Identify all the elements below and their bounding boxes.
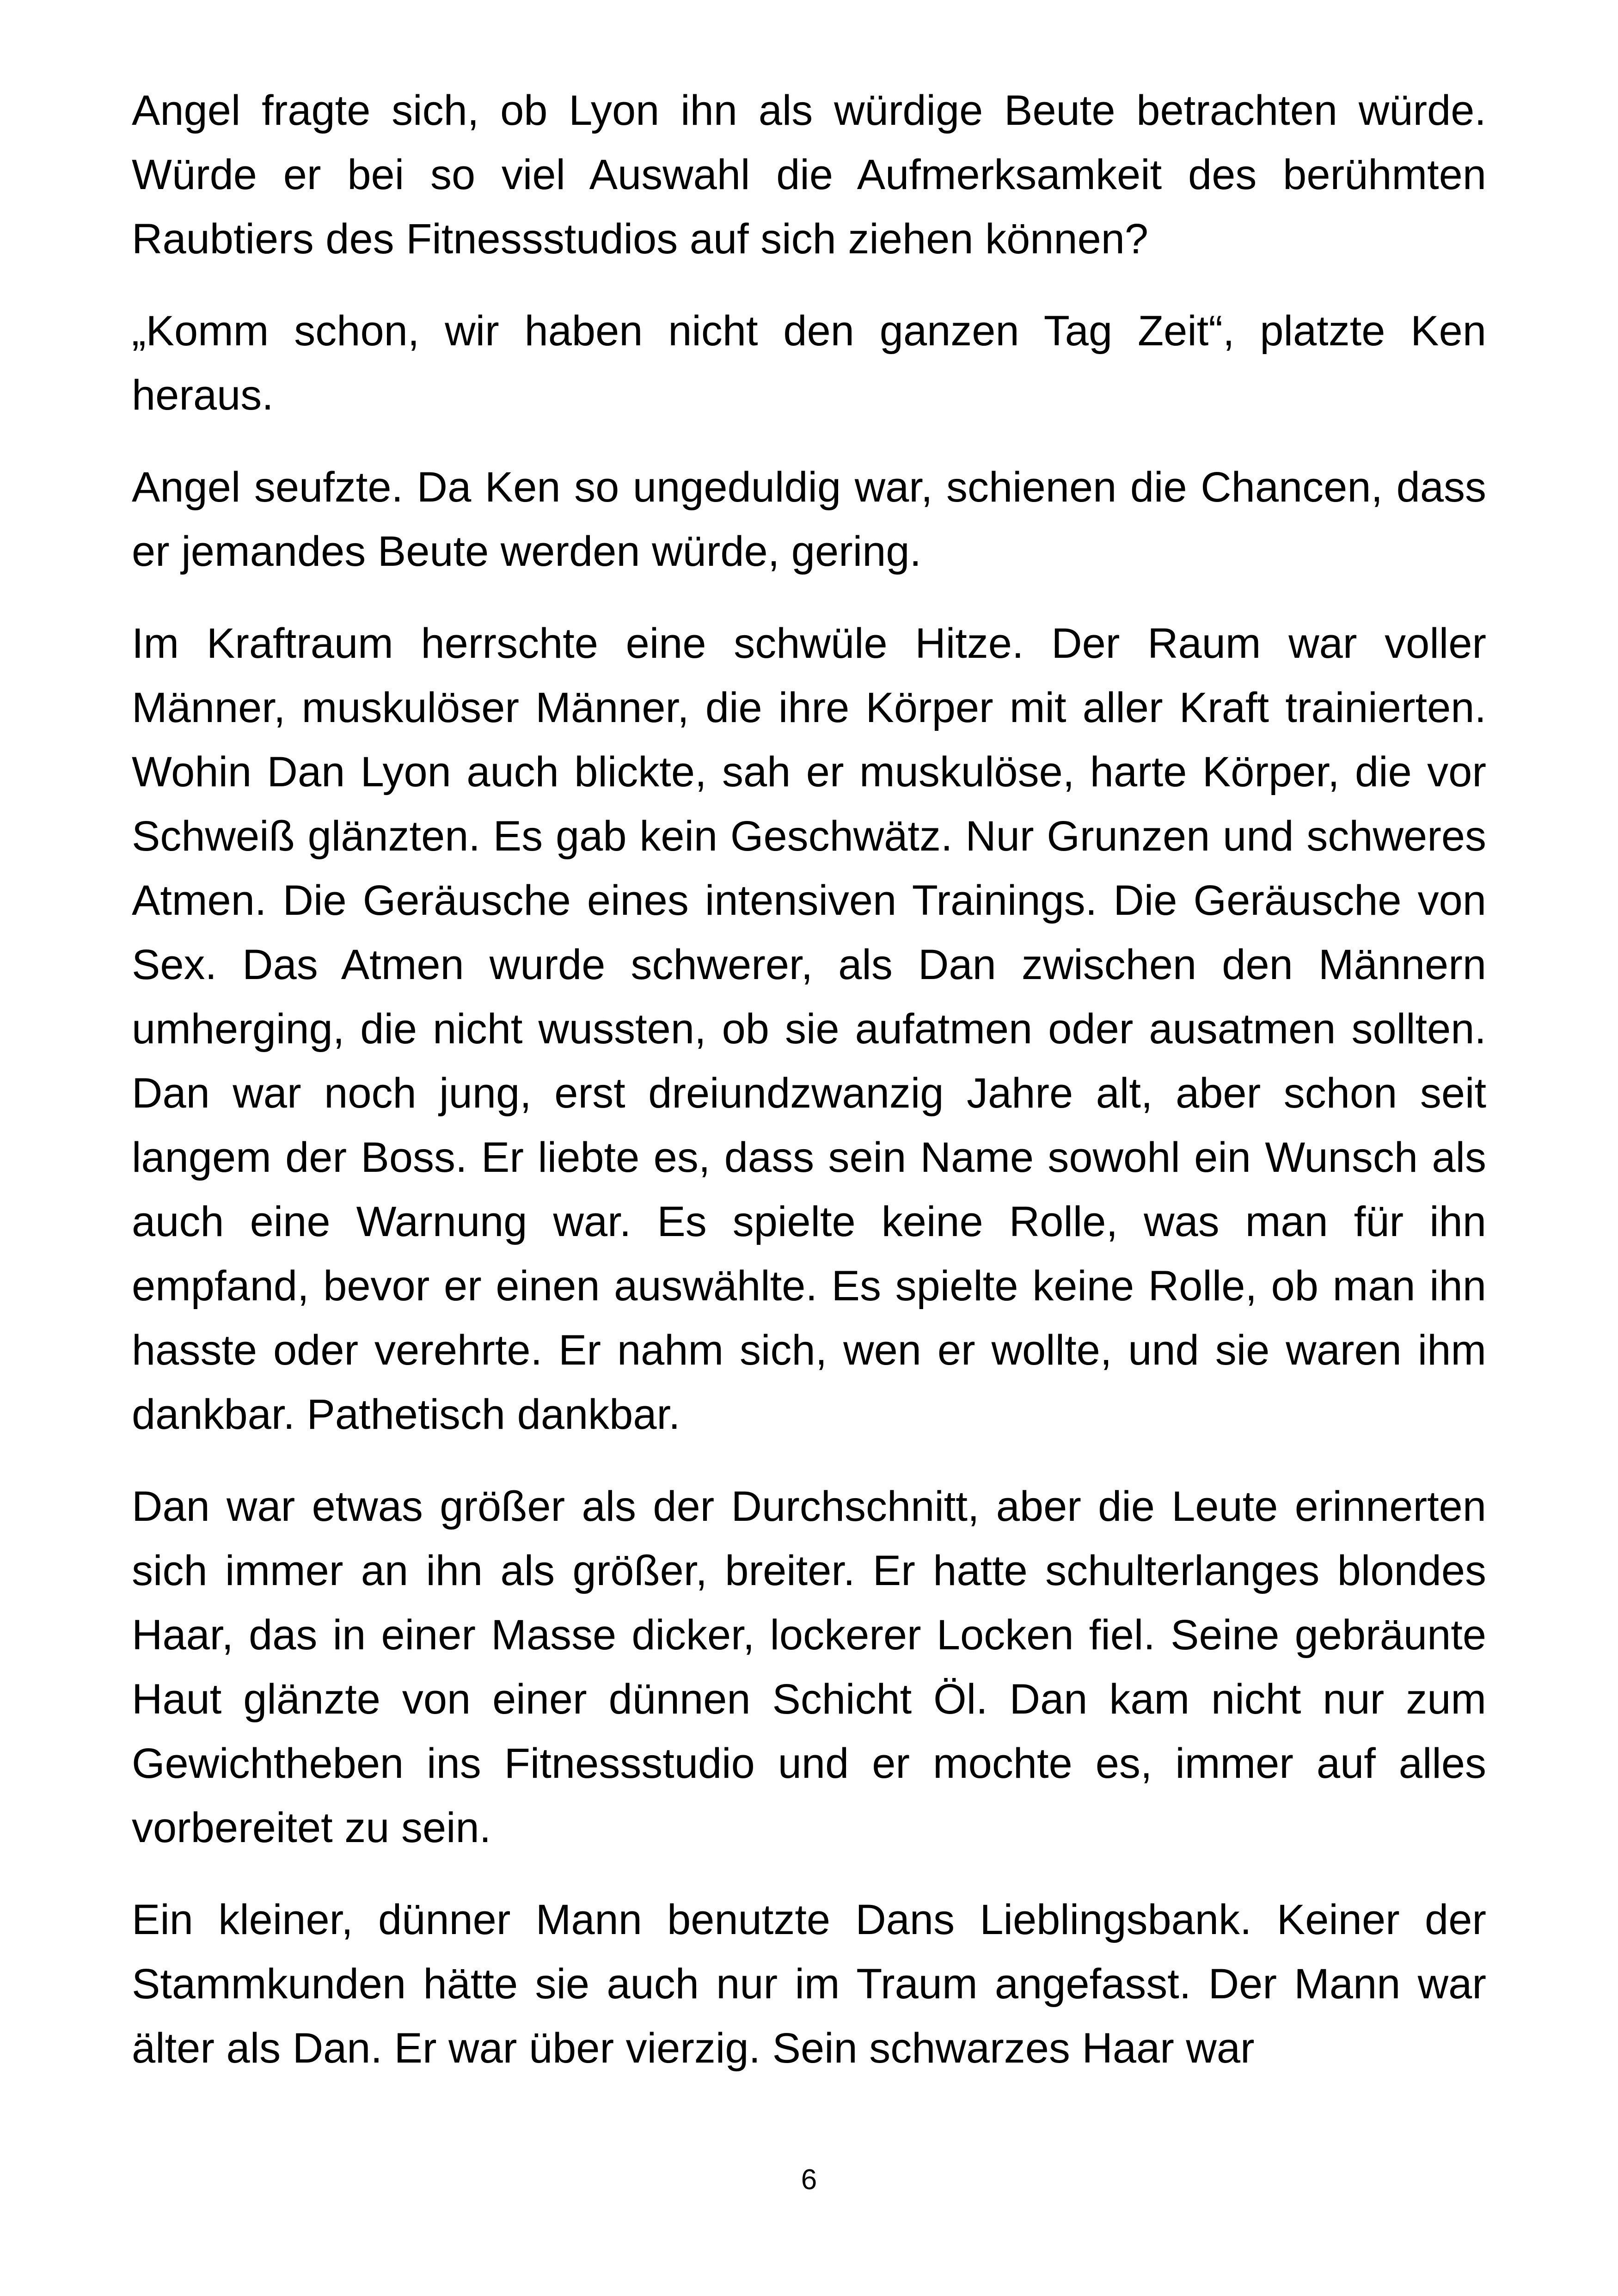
paragraph-2: „Komm schon, wir haben nicht den ganzen Tag Zeit“, platzte Ken heraus. bbox=[132, 307, 1486, 419]
paragraph-1: Angel fragte sich, ob Lyon ihn als würdige Beute betrachten würde. Würde er bei so viel Auswahl die Aufmerksamkeit des berühmten Raubtiers des Fitnessstudios auf sich ziehen können? bbox=[132, 87, 1486, 263]
body-text bbox=[132, 79, 1486, 2108]
paragraph-6: Ein kleiner, dünner Mann benutzte Dans Lieblingsbank. Keiner der Stammkunden hätte sie auch nur im Traum angefasst. Der Mann war älter als Dan. Er war über vierzig. Sein schwarzes Haar war bbox=[132, 1896, 1486, 2072]
paragraph-5: Dan war etwas größer als der Durchschnitt, aber die Leute erinnerten sich immer an ihn als größer, breiter. Er hatte schulterlanges blondes Haar, das in einer Masse dicker, lockerer Locken fiel. Seine gebräunte Haut glänzte von einer dünnen Schicht Öl. Dan kam nicht nur zum Gewichtheben ins Fitnessstudio und er mochte es, immer auf alles vorbereitet zu sein. bbox=[132, 1483, 1486, 1851]
page-number: 6 bbox=[801, 2164, 817, 2196]
paragraph-3: Angel seufzte. Da Ken so ungeduldig war, schienen die Chancen, dass er jemandes Beute werden würde, gering. bbox=[132, 464, 1486, 575]
paragraph-4: Im Kraftraum herrschte eine schwüle Hitze. Der Raum war voller Männer, muskulöser Männer, die ihre Körper mit aller Kraft trainierten. Wohin Dan Lyon auch blickte, sah er muskulöse, harte Körper, die vor Schweiß glänzten. Es gab kein Geschwätz. Nur Grunzen und schweres Atmen. Die Geräusche eines intensiven Trainings. Die Geräusche von Sex. Das Atmen wurde schwerer, als Dan zwischen den Männern umherging, die nicht wussten, ob sie aufatmen oder ausatmen sollten. Dan war noch jung, erst dreiundzwanzig Jahre alt, aber schon seit langem der Boss. Er liebte es, dass sein Name sowohl ein Wunsch als auch eine Warnung war. Es spielte keine Rolle, was man für ihn empfand, bevor er einen auswählte. Es spielte keine Rolle, ob man ihn hasste oder verehrte. Er nahm sich, wen er wollte, und sie waren ihm dankbar. Pathetisch dankbar. bbox=[132, 620, 1486, 1438]
